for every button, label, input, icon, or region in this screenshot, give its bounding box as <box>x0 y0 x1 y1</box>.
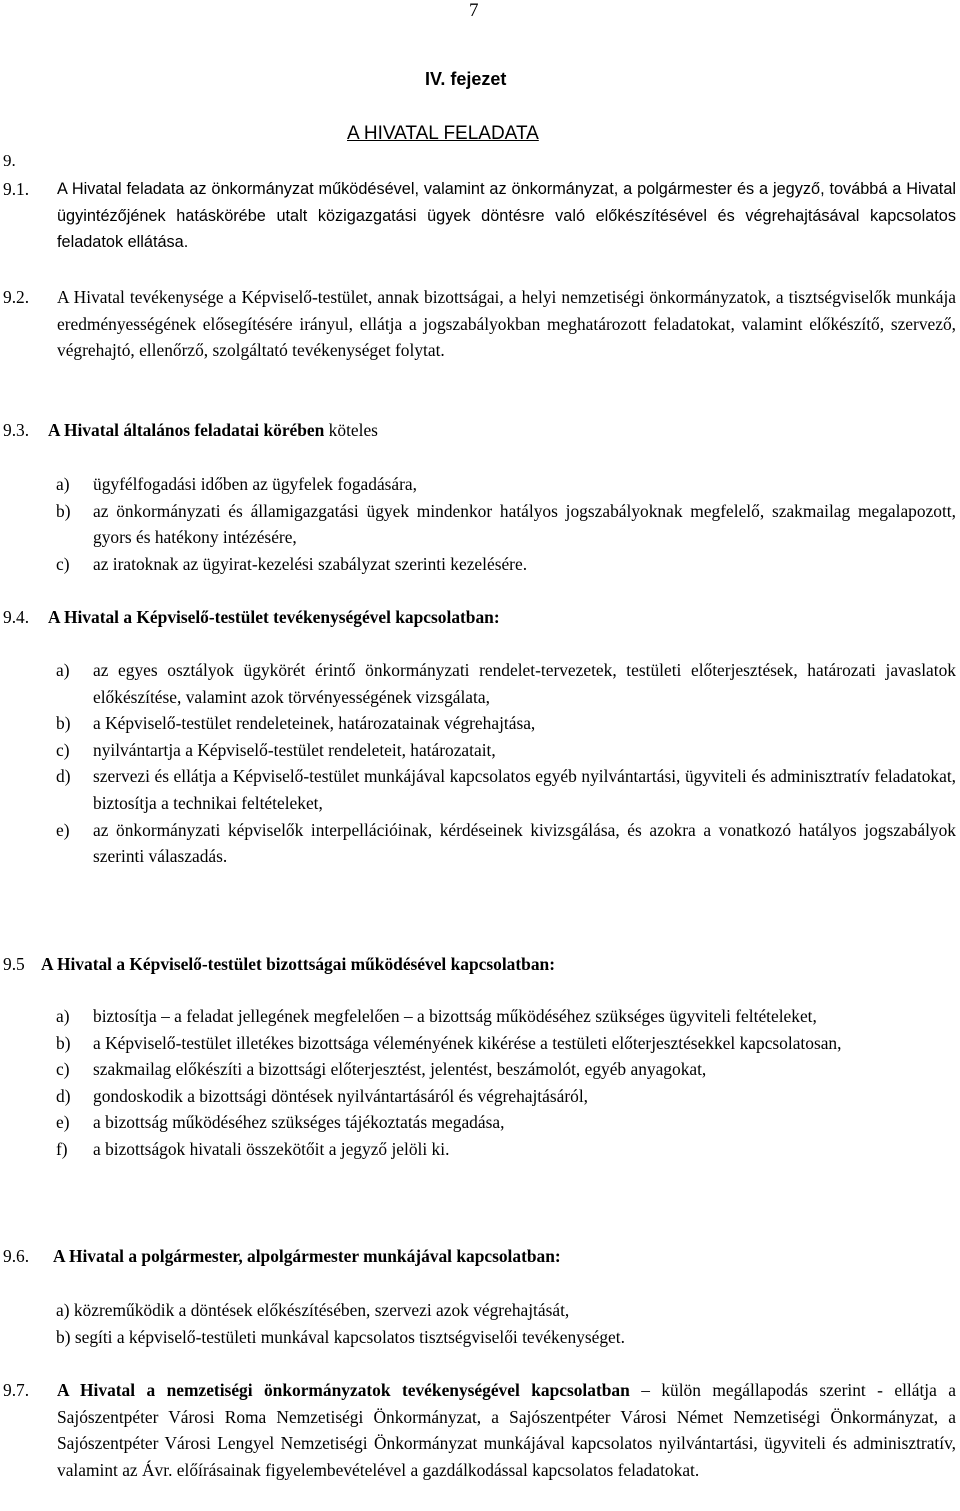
item-mark: f) <box>56 1138 68 1159</box>
item-text: a bizottságok hivatali összekötőit a jegyző jelöli ki. <box>93 1138 450 1159</box>
section-9-6 <box>3 1243 956 1270</box>
section-number: 9.3. <box>3 420 30 440</box>
heading-bold: A Hivatal a Képviselő-testület tevékenységével kapcsolatban: <box>48 607 500 627</box>
list-item <box>56 1109 956 1136</box>
item-text: az egyes osztályok ügykörét érintő önkormányzati rendelet-tervezetek, testületi előterjesztések, határozati javaslatok előkészítése, valamint azok törvényességének vizsgálata, <box>93 660 956 707</box>
item-text: szakmailag előkészíti a bizottsági előterjesztést, jelentést, beszámolót, egyéb anyagokat, <box>93 1059 707 1080</box>
item-mark: c) <box>56 739 70 760</box>
chapter-heading: IV. fejezet <box>425 69 507 89</box>
list-item <box>56 817 956 870</box>
section-number: 9.7. <box>3 1380 30 1400</box>
section-number: 9.2. <box>3 287 30 307</box>
list-item: a) közreműködik a döntések előkészítésében, szervezi azok végrehajtását, <box>56 1300 570 1320</box>
list-item <box>56 763 956 816</box>
item-mark: c) <box>56 1059 70 1080</box>
section-9-3 <box>3 417 956 444</box>
section-9-1 <box>3 176 956 256</box>
item-mark: a) <box>56 474 70 494</box>
list-item <box>56 737 956 764</box>
item-text: a bizottság működéséhez szükséges tájékoztatás megadása, <box>93 1112 505 1133</box>
section-9-number: 9. <box>3 151 16 170</box>
section-heading <box>48 604 956 631</box>
item-text: a Képviselő-testület rendeleteinek, határozatainak végrehajtása, <box>93 713 536 734</box>
item-mark: c) <box>56 553 70 574</box>
section-text-rest: – külön megállapodás szerint - ellátja a Sajószentpéter Városi Roma Nemzetiségi Önkormányzat, a Sajószentpéter Városi Német Nemzetiségi Önkormányzat, a Sajószentpéter Városi Lengyel Nemzetiségi Önkormányzat munkájával kapcsolatos nyilvántartási, ügyviteli és adminisztratív, valamint az Ávr. előírásainak figyelembevételével a gazdálkodással kapcsolatos feladatokat. <box>57 1380 956 1480</box>
item-mark: e) <box>56 819 70 840</box>
section-9-5-list <box>56 1003 956 1163</box>
list-item <box>56 1056 956 1083</box>
list-item <box>56 1083 956 1110</box>
list-item <box>56 1003 956 1030</box>
heading-bold: A Hivatal a polgármester, alpolgármester munkájával kapcsolatban: <box>53 1246 561 1266</box>
heading-bold: A Hivatal a nemzetiségi önkormányzatok tevékenységével kapcsolatban <box>57 1380 630 1400</box>
item-text: ügyfélfogadási időben az ügyfelek fogadására, <box>93 474 418 494</box>
list-item <box>56 1030 956 1057</box>
page-number: 7 <box>469 0 479 21</box>
section-number: 9.6. <box>3 1246 30 1266</box>
item-mark: b) <box>56 713 71 734</box>
list-item <box>56 710 956 737</box>
section-text: A Hivatal feladata az önkormányzat működésével, valamint az önkormányzat, a polgármester és a jegyző, továbbá a Hivatal ügyintézőjének hatáskörébe utalt közigazgatási ügyek döntésre való előkészítésével és végrehajtásával kapcsolatos feladatok ellátása. <box>57 180 956 252</box>
heading-bold: A Hivatal a Képviselő-testület bizottságai működésével kapcsolatban: <box>41 954 555 974</box>
item-mark: d) <box>56 1085 71 1106</box>
list-item <box>56 1136 956 1163</box>
list-item: b) segíti a képviselő-testületi munkával kapcsolatos tisztségviselői tevékenységet. <box>56 1326 625 1347</box>
heading-bold: A Hivatal általános feladatai körében <box>48 420 325 440</box>
section-9-3-list <box>56 471 956 577</box>
section-number: 9.4. <box>3 607 30 627</box>
section-heading <box>41 951 956 978</box>
section-text <box>57 1377 956 1483</box>
list-item <box>56 657 956 710</box>
section-9-6-list <box>56 1297 956 1350</box>
item-text: biztosítja – a feladat jellegének megfelelően – a bizottság működéséhez szükséges ügyviteli feltételeket, <box>93 1006 817 1026</box>
item-mark: a) <box>56 660 70 680</box>
item-mark: b) <box>56 500 71 521</box>
section-number: 9.5 <box>3 954 25 974</box>
item-text: gondoskodik a bizottsági döntések nyilvántartásáról és végrehajtásáról, <box>93 1085 589 1106</box>
section-9-2 <box>3 284 956 364</box>
item-text: az önkormányzati és államigazgatási ügyek mindenkor hatályos jogszabályoknak megfelelő, szakmailag megalapozott, gyors és hatékony intézésére, <box>93 500 956 548</box>
item-mark: a) <box>56 1006 70 1026</box>
item-text: nyilvántartja a Képviselő-testület rendeleteit, határozatait, <box>93 739 496 760</box>
item-mark: b) <box>56 1032 71 1053</box>
section-9-4 <box>3 604 956 631</box>
section-text: A Hivatal tevékenysége a Képviselő-testület, annak bizottságai, a helyi nemzetiségi önkormányzatok, a tisztségviselők munkája eredményességének elősegítésére irányul, ellátja a jogszabályokban meghatározott feladatokat, valamint előkészítő, szervező, végrehajtó, ellenőrző, szolgáltató tevékenységet folytat. <box>57 287 956 361</box>
item-text: szervezi és ellátja a Képviselő-testület munkájával kapcsolatos egyéb nyilvántartási, ügyviteli és adminisztratív feladatokat, biztosítja a technikai feltételeket, <box>93 766 956 813</box>
item-mark: d) <box>56 766 71 787</box>
heading-rest: köteles <box>324 420 378 440</box>
item-text: az önkormányzati képviselők interpellációinak, kérdéseinek kivizsgálása, és azokra a vonatkozó hatályos jogszabályok szerinti válaszadás. <box>93 819 956 867</box>
section-heading <box>48 417 956 444</box>
section-heading <box>53 1243 956 1270</box>
chapter-title: A HIVATAL FELADATA <box>347 123 539 144</box>
item-text: a Képviselő-testület illetékes bizottsága véleményének kikérése a testületi előterjesztésekkel kapcsolatosan, <box>93 1032 842 1053</box>
section-number: 9.1. <box>3 179 30 199</box>
list-item <box>56 551 956 578</box>
section-9-7 <box>3 1377 956 1483</box>
item-mark: e) <box>56 1112 70 1133</box>
list-item <box>56 471 956 498</box>
list-item <box>56 498 956 551</box>
section-9-5 <box>3 951 956 978</box>
section-9-4-list <box>56 657 956 870</box>
item-text: az iratoknak az ügyirat-kezelési szabályzat szerinti kezelésére. <box>93 553 528 574</box>
